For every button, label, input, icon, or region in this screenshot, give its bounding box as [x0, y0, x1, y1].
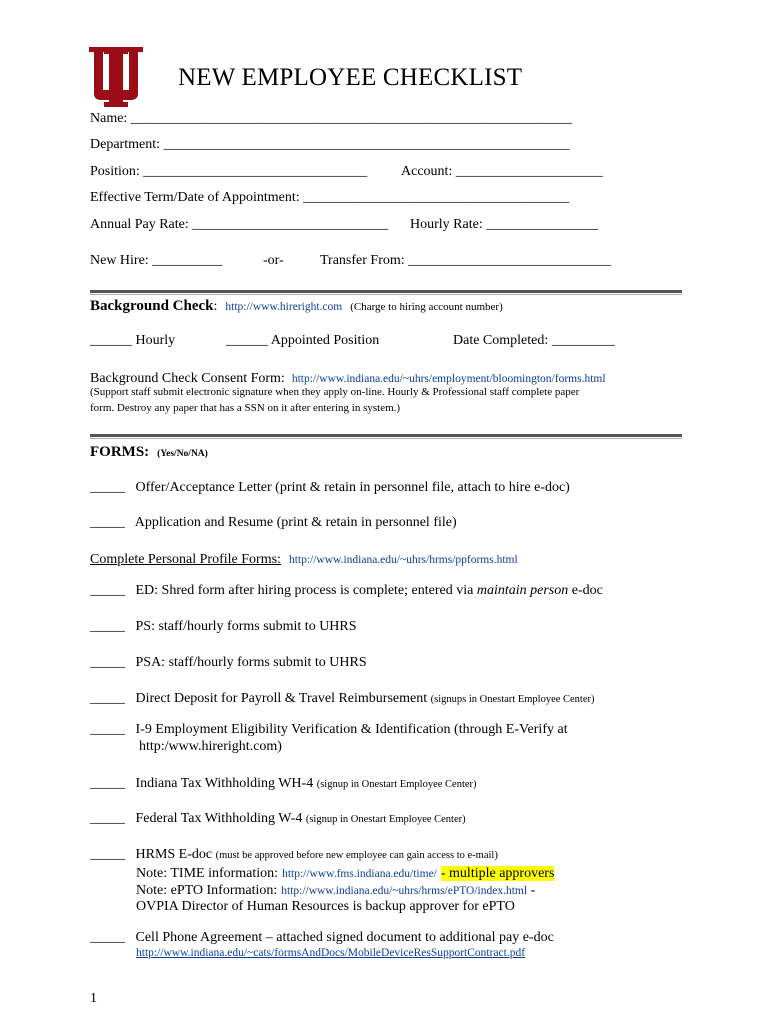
i9-item[interactable]: _____ I-9 Employment Eligibility Verification & Identification (through E-Verify at — [90, 722, 568, 737]
transfer-from-field[interactable]: Transfer From: _____________________________ — [320, 253, 612, 268]
name-field[interactable]: Name: _______________________________________________________________ — [90, 111, 572, 126]
cell-phone-item[interactable]: _____ Cell Phone Agreement – attached signed document to additional pay e-doc — [90, 930, 554, 945]
offer-letter-item[interactable]: _____ Offer/Acceptance Letter (print & retain in personnel file, attach to hire e-doc) — [90, 480, 570, 495]
epto-note-label: Note: ePTO Information: — [136, 883, 278, 898]
ps-item[interactable]: _____ PS: staff/hourly forms submit to UHRS — [90, 619, 357, 634]
hrms-text: _____ HRMS E-doc — [90, 847, 213, 862]
direct-deposit-item[interactable] — [90, 691, 595, 707]
multiple-approvers-highlight: - multiple approvers — [440, 866, 555, 881]
psa-item[interactable]: _____ PSA: staff/hourly forms submit to UHRS — [90, 655, 367, 670]
consent-form-link[interactable]: http://www.indiana.edu/~uhrs/employment/bloomington/forms.html — [291, 373, 606, 385]
ed-suffix: e-doc — [568, 583, 603, 598]
section-divider — [90, 434, 682, 439]
ed-text: _____ ED: Shred form after hiring process is complete; entered via — [90, 583, 477, 598]
consent-form-line — [90, 369, 606, 387]
direct-deposit-note: (signups in Onestart Employee Center) — [430, 694, 595, 705]
w4-note: (signup in Onestart Employee Center) — [305, 814, 466, 825]
iu-trident-logo — [88, 46, 144, 108]
w4-text: _____ Federal Tax Withholding W-4 — [90, 811, 303, 826]
forms-title: FORMS: — [90, 444, 150, 460]
cell-phone-link[interactable]: http://www.indiana.edu/~cats/formsAndDocs/MobileDeviceResSupportContract.pdf — [136, 947, 526, 959]
time-note-label: Note: TIME information: — [136, 866, 279, 881]
page-title: NEW EMPLOYEE CHECKLIST — [178, 64, 523, 91]
consent-note-2: form. Destroy any paper that has a SSN on it after entering in system.) — [90, 402, 401, 414]
hourly-option[interactable]: ______ Hourly — [90, 333, 176, 348]
hourly-rate-field[interactable]: Hourly Rate: ________________ — [410, 217, 599, 232]
profile-forms-link[interactable]: http://www.indiana.edu/~uhrs/hrms/ppforms.html — [288, 554, 518, 566]
consent-note-1: (Support staff submit electronic signature when they apply on-line. Hourly & Professional staff complete paper — [90, 386, 580, 398]
profile-forms-label: Complete Personal Profile Forms: — [90, 552, 281, 567]
ed-item[interactable] — [90, 583, 603, 599]
epto-link[interactable]: http://www.indiana.edu/~uhrs/hrms/ePTO/index.html — [281, 885, 528, 897]
department-field[interactable]: Department: __________________________________________________________ — [90, 137, 570, 152]
epto-note-line — [136, 881, 535, 899]
time-link[interactable]: http://www.fms.indiana.edu/time/ — [282, 868, 437, 880]
time-note-line — [136, 864, 554, 882]
background-check-title: Background Check — [90, 298, 214, 314]
consent-form-label: Background Check Consent Form: — [90, 371, 285, 386]
position-field[interactable]: Position: ________________________________ — [90, 164, 368, 179]
forms-heading — [90, 443, 208, 461]
background-check-heading — [90, 297, 503, 315]
application-item[interactable]: _____ Application and Resume (print & retain in personnel file) — [90, 515, 457, 530]
w4-item[interactable] — [90, 811, 466, 827]
appointed-option[interactable]: ______ Appointed Position — [226, 333, 380, 348]
colon: : — [213, 299, 218, 314]
date-completed-field[interactable]: Date Completed: _________ — [453, 333, 615, 348]
wh4-item[interactable] — [90, 776, 477, 792]
charge-note: (Charge to hiring account number) — [350, 301, 503, 313]
hrms-note: (must be approved before new employee can gain access to e-mail) — [215, 850, 498, 861]
epto-dash: - — [527, 883, 536, 898]
hireright-link[interactable]: http://www.hireright.com — [225, 301, 343, 313]
account-field[interactable]: Account: _____________________ — [401, 164, 603, 179]
forms-subtitle: (Yes/No/NA) — [157, 449, 208, 459]
wh4-text: _____ Indiana Tax Withholding WH-4 — [90, 776, 314, 791]
ed-italic: maintain person — [476, 583, 569, 598]
profile-forms-line — [90, 550, 518, 568]
page-number: 1 — [90, 991, 97, 1006]
annual-pay-field[interactable]: Annual Pay Rate: ____________________________ — [90, 217, 389, 232]
or-label: -or- — [263, 253, 284, 268]
direct-deposit-text: _____ Direct Deposit for Payroll & Travel Reimbursement — [90, 691, 428, 706]
section-divider — [90, 290, 682, 295]
wh4-note: (signup in Onestart Employee Center) — [316, 779, 477, 790]
i9-item-continued: http:/www.hireright.com) — [139, 739, 282, 754]
ovpia-note: OVPIA Director of Human Resources is backup approver for ePTO — [136, 899, 515, 914]
effective-date-field[interactable]: Effective Term/Date of Appointment: ______________________________________ — [90, 190, 570, 205]
hrms-item[interactable] — [90, 847, 498, 863]
new-hire-field[interactable]: New Hire: __________ — [90, 253, 223, 268]
